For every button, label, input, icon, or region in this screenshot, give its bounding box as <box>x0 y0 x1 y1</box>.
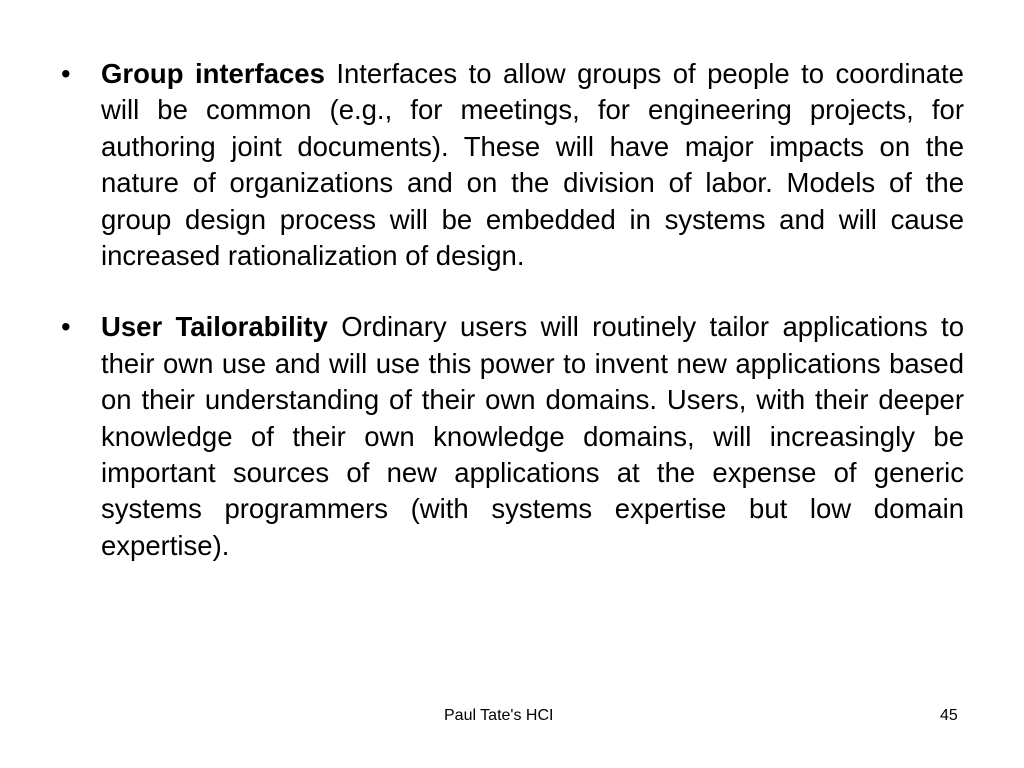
bullet-term: Group interfaces <box>101 58 337 89</box>
page-number: 45 <box>940 707 958 724</box>
bullet-marker: • <box>61 58 71 89</box>
bullet-marker: • <box>61 311 71 343</box>
bullet-item-group-interfaces <box>61 56 964 274</box>
bullet-item-user-tailorability <box>61 309 964 564</box>
bullet-text: Ordinary users will routinely tailor applications to their own use and will use this power to invent new applications based on their understanding of their own domains. Users, with their deeper knowledge of their own knowledge domains, will increasingly be important sources of new applications at the expense of generic systems programmers (with systems expertise but low domain expertise). <box>101 311 964 561</box>
bullet-list <box>61 56 964 564</box>
bullet-text: Interfaces to allow groups of people to coordinate will be common (e.g., for meetings, for engineering projects, for authoring joint documents). These will have major impacts on the nature of organizations and on the division of labor. Models of the group design process will be embedded in systems and will cause increased rationalization of design. <box>101 58 964 272</box>
bullet-term: User Tailorability <box>101 311 342 343</box>
footer-title: Paul Tate's HCI <box>444 707 554 724</box>
